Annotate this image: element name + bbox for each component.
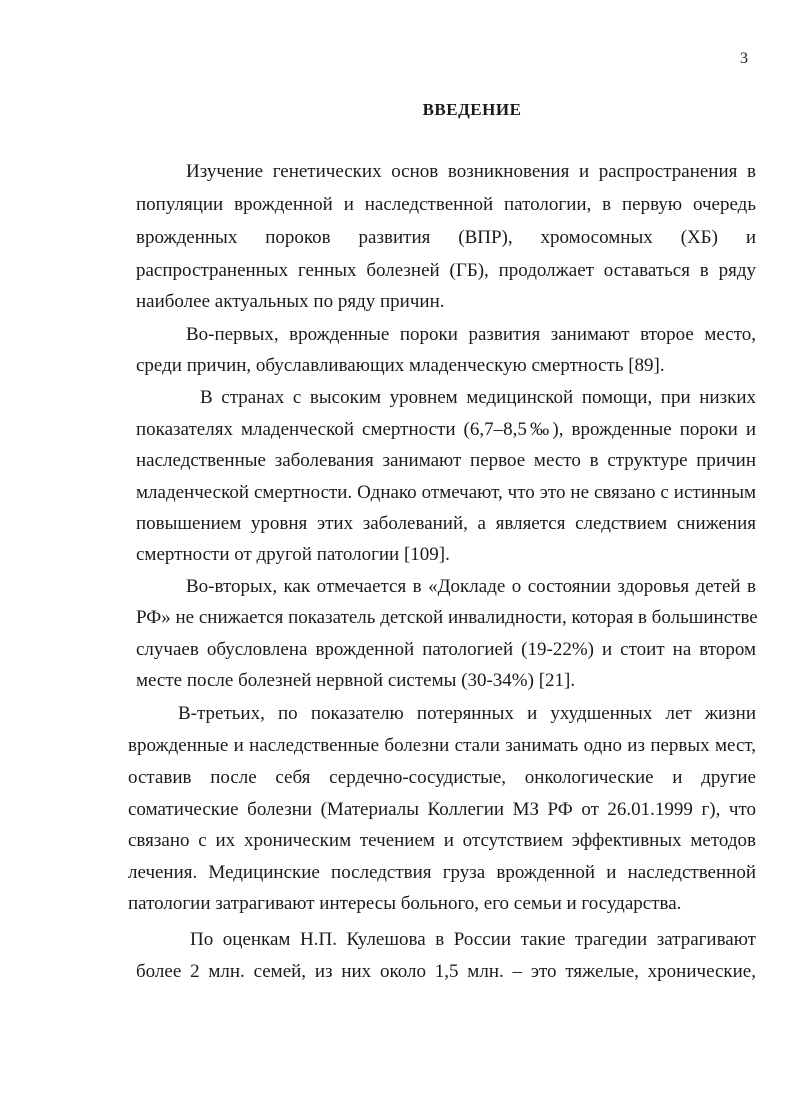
text-line: В странах с высоким уровнем медицинской помощи, при низких xyxy=(200,387,756,408)
text-line: РФ» не снижается показатель детской инвалидности, которая в большинстве xyxy=(136,607,758,628)
text-line: Во-первых, врожденные пороки развития занимают второе место, xyxy=(186,324,756,345)
text-line: среди причин, обуславливающих младенческую смертность [89]. xyxy=(136,355,665,376)
page-title: ВВЕДЕНИЕ xyxy=(422,100,522,119)
text-line: По оценкам Н.П. Кулешова в России такие трагедии затрагивают xyxy=(190,929,756,950)
text-line: месте после болезней нервной системы (30-34%) [21]. xyxy=(136,670,576,691)
text-line: распространенных генных болезней (ГБ), продолжает оставаться в ряду xyxy=(136,260,756,281)
text-line: случаев обусловлена врожденной патологией (19-22%) и стоит на втором xyxy=(136,639,756,660)
text-line: врожденных пороков развития (ВПР), хромосомных (ХБ) и xyxy=(136,227,756,248)
text-line: соматические болезни (Материалы Коллегии МЗ РФ от 26.01.1999 г), что xyxy=(128,799,756,820)
text-line: младенческой смертности. Однако отмечают, что это не связано с истинным xyxy=(136,482,756,503)
text-line: патологии затрагивают интересы больного, его семьи и государства. xyxy=(128,893,682,914)
text-line: показателях младенческой смертности (6,7–8,5‰), врожденные пороки и xyxy=(136,419,756,440)
text-line: Во-вторых, как отмечается в «Докладе о состоянии здоровья детей в xyxy=(186,576,756,597)
text-line: оставив после себя сердечно-сосудистые, онкологические и другие xyxy=(128,767,756,788)
text-line: наследственные заболевания занимают первое место в структуре причин xyxy=(136,450,756,471)
text-line: связано с их хроническим течением и отсутствием эффективных методов xyxy=(128,830,756,851)
text-line: Изучение генетических основ возникновения и распространения в xyxy=(186,161,756,182)
text-line: врожденные и наследственные болезни стали занимать одно из первых мест, xyxy=(128,735,756,756)
text-line: смертности от другой патологии [109]. xyxy=(136,544,450,565)
text-line: В-третьих, по показателю потерянных и ухудшенных лет жизни xyxy=(178,703,756,724)
text-line: популяции врожденной и наследственной патологии, в первую очередь xyxy=(136,194,756,215)
page-number: 3 xyxy=(740,50,748,67)
text-line: повышением уровня этих заболеваний, а является следствием снижения xyxy=(136,513,756,534)
text-line: наиболее актуальных по ряду причин. xyxy=(136,291,445,312)
text-line: более 2 млн. семей, из них около 1,5 млн. – это тяжелые, хронические, xyxy=(136,961,756,982)
text-line: лечения. Медицинские последствия груза врожденной и наследственной xyxy=(128,862,756,883)
